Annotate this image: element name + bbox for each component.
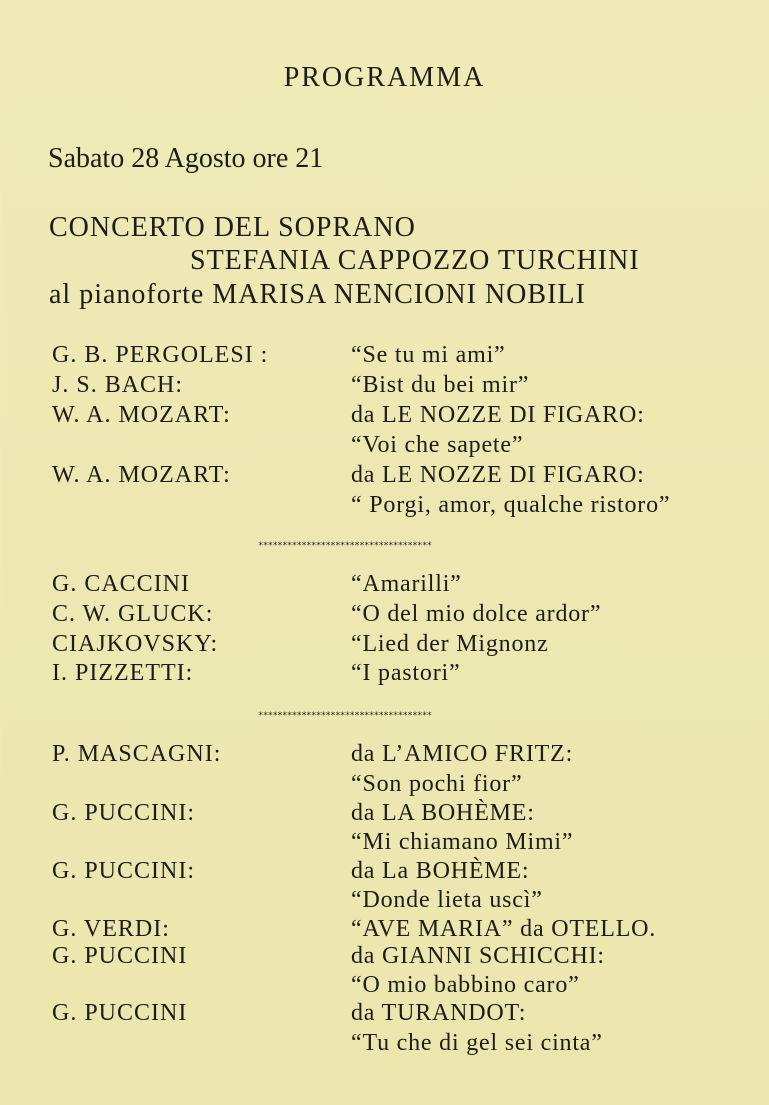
opera-title: da GIANNI SCHICCHI: bbox=[351, 943, 605, 969]
aria-title: “ Porgi, amor, qualche ristoro” bbox=[351, 492, 671, 518]
program-entry bbox=[0, 631, 769, 662]
piece-title: “Lied der Mignonz bbox=[351, 631, 549, 657]
piece-title: “Amarilli” bbox=[351, 571, 462, 597]
program-entry-continued bbox=[0, 972, 769, 1003]
aria-title: “Tu che di gel sei cinta” bbox=[351, 1030, 603, 1056]
opera-title: da LE NOZZE DI FIGARO: bbox=[351, 462, 645, 488]
program-entry bbox=[0, 601, 769, 632]
program-entry bbox=[0, 858, 769, 889]
opera-title: da LA BOHÈME: bbox=[351, 800, 535, 826]
composer-name: W. A. MOZART: bbox=[52, 462, 231, 488]
aria-title: “Son pochi fior” bbox=[351, 771, 523, 797]
program-entry bbox=[0, 402, 769, 433]
composer-name: J. S. BACH: bbox=[52, 372, 184, 398]
composer-name: P. MASCAGNI: bbox=[52, 741, 222, 767]
program-entry bbox=[0, 1000, 769, 1031]
composer-name: CIAJKOVSKY: bbox=[52, 631, 219, 657]
piece-title: “O del mio dolce ardor” bbox=[351, 601, 602, 627]
program-entry-continued bbox=[0, 432, 769, 463]
opera-title: da L’AMICO FRITZ: bbox=[351, 741, 574, 767]
aria-title: “Voi che sapete” bbox=[351, 432, 524, 458]
composer-name: C. W. GLUCK: bbox=[52, 601, 214, 627]
program-entry bbox=[0, 462, 769, 493]
program-entry-continued bbox=[0, 771, 769, 802]
asterisk-divider: ************************************ bbox=[258, 711, 432, 721]
program-entry bbox=[0, 342, 769, 373]
piece-title: “I pastori” bbox=[351, 660, 461, 686]
composer-name: G. VERDI: bbox=[52, 916, 170, 942]
piece-title: “Bist du bei mir” bbox=[351, 372, 530, 398]
program-entry bbox=[0, 741, 769, 772]
pianist-line: al pianoforte MARISA NENCIONI NOBILI bbox=[49, 279, 586, 310]
program-entry-continued bbox=[0, 887, 769, 918]
program-entry-continued bbox=[0, 1030, 769, 1061]
opera-title: da TURANDOT: bbox=[351, 1000, 527, 1026]
program-entry-continued bbox=[0, 829, 769, 860]
soprano-name: STEFANIA CAPPOZZO TURCHINI bbox=[190, 245, 640, 276]
program-entry bbox=[0, 571, 769, 602]
opera-title: da LE NOZZE DI FIGARO: bbox=[351, 402, 645, 428]
composer-name: G. CACCINI bbox=[52, 571, 191, 597]
concert-heading: CONCERTO DEL SOPRANO bbox=[49, 212, 416, 243]
composer-name: W. A. MOZART: bbox=[52, 402, 231, 428]
composer-name: G. PUCCINI: bbox=[52, 858, 196, 884]
aria-title: “O mio babbino caro” bbox=[351, 972, 580, 998]
piece-title: “Se tu mi ami” bbox=[351, 342, 506, 368]
program-entry bbox=[0, 372, 769, 403]
composer-name: G. PUCCINI: bbox=[52, 800, 196, 826]
page-title: PROGRAMMA bbox=[283, 62, 486, 93]
asterisk-divider: ************************************ bbox=[258, 541, 432, 551]
opera-title: da La BOHÈME: bbox=[351, 858, 530, 884]
aria-title: “Donde lieta uscì” bbox=[351, 887, 543, 913]
composer-name: I. PIZZETTI: bbox=[52, 660, 194, 686]
composer-name: G. PUCCINI bbox=[52, 1000, 188, 1026]
piece-title: “AVE MARIA” da OTELLO. bbox=[351, 916, 657, 942]
program-entry-continued bbox=[0, 492, 769, 523]
composer-name: G. PUCCINI bbox=[52, 943, 188, 969]
program-entry bbox=[0, 943, 769, 974]
program-entry bbox=[0, 800, 769, 831]
program-entry bbox=[0, 660, 769, 691]
aria-title: “Mi chiamano Mimi” bbox=[351, 829, 574, 855]
concert-date: Sabato 28 Agosto ore 21 bbox=[48, 143, 324, 174]
composer-name: G. B. PERGOLESI : bbox=[52, 342, 269, 368]
